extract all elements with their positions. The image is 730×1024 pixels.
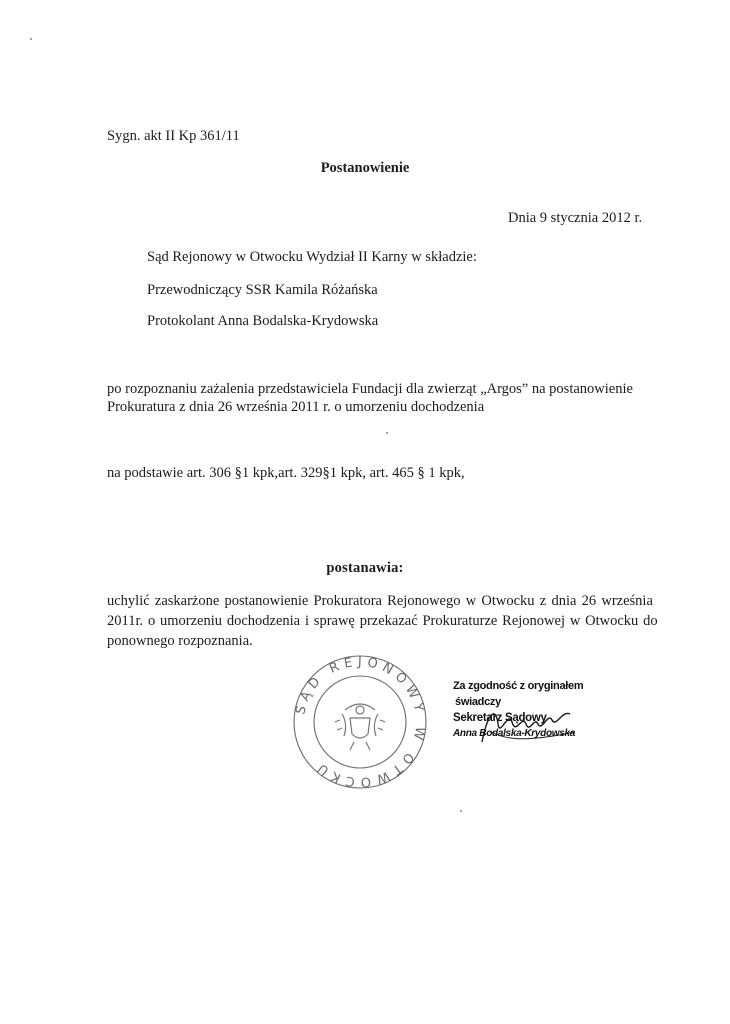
clerk-line: Protokolant Anna Bodalska-Krydowska [147, 313, 379, 329]
legal-basis-line: na podstawie art. 306 §1 kpk,art. 329§1 kpk, art. 465 § 1 kpk, [107, 465, 465, 481]
certification-line: Anna Bodalska-Krydowska [453, 728, 576, 739]
eagle-emblem-icon [335, 704, 385, 750]
document-title: Postanowienie [320, 160, 410, 176]
decision-line: uchylić zaskarżone postanowienie Prokuratora Rejonowego w Otwocku z dnia 26 września [107, 593, 653, 609]
court-composition-line: Sąd Rejonowy w Otwocku Wydział II Karny w składzie: [147, 249, 477, 265]
case-signature: Sygn. akt II Kp 361/11 [107, 128, 240, 144]
certification-line: Sekretarz Sądowy [453, 712, 547, 724]
certification-line: świadczy [455, 696, 501, 708]
consideration-line: Prokuratura z dnia 26 września 2011 r. o umorzeniu dochodzenia [107, 399, 485, 415]
seal-text: SĄD REJONOWY W OTWOCKU [293, 654, 428, 790]
scan-speck [460, 810, 462, 812]
certification-line: Za zgodność z oryginałem [453, 680, 584, 692]
scan-speck [386, 432, 388, 434]
decision-line: 2011r. o umorzeniu dochodzenia i sprawę przekazać Prokuraturze Rejonowej w Otwocku do [107, 613, 658, 629]
handwritten-signature [478, 702, 578, 750]
consideration-line: po rozpoznaniu zażalenia przedstawiciela Fundacji dla zwierząt „Argos” na postanowienie [107, 381, 633, 397]
decision-line: ponownego rozpoznania. [107, 633, 253, 649]
scan-speck [30, 38, 32, 40]
document-date: Dnia 9 stycznia 2012 r. [508, 210, 643, 226]
decides-heading: postanawia: [326, 560, 404, 576]
court-seal [290, 652, 430, 792]
presiding-judge-line: Przewodniczący SSR Kamila Różańska [147, 282, 378, 298]
